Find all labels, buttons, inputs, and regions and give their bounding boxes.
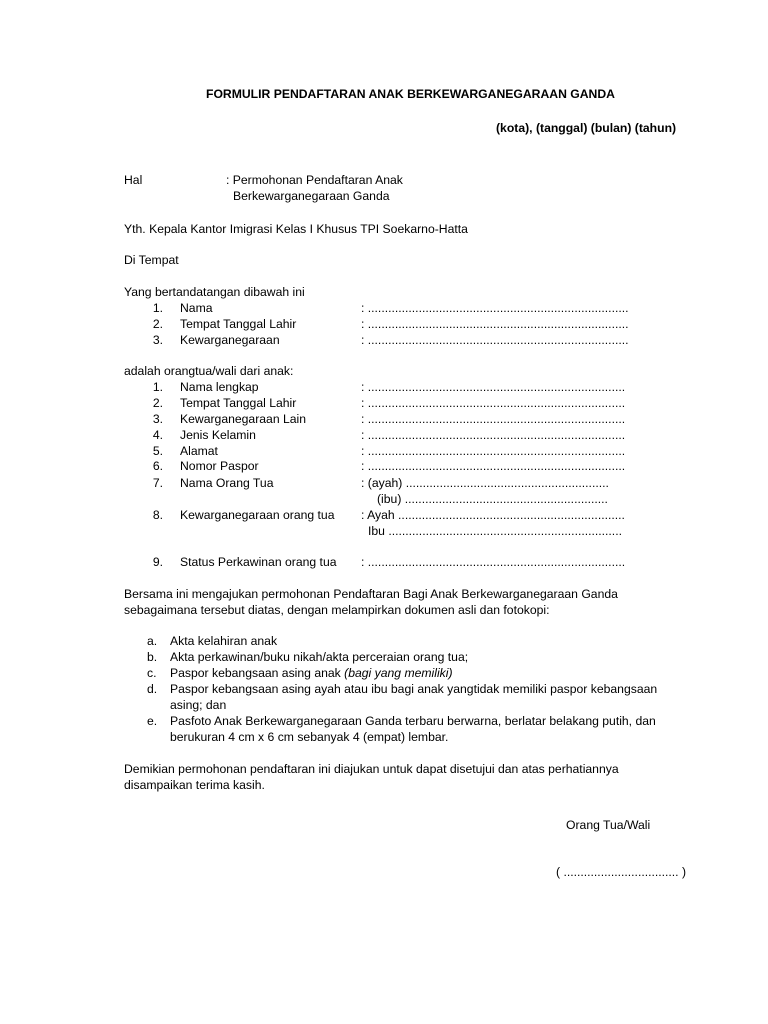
field-label: Nama lengkap	[180, 380, 259, 394]
list-letter: d.	[147, 682, 158, 696]
field-value: : ............................................................................	[361, 412, 626, 426]
list-text: Akta perkawinan/buku nikah/akta perceraian orang tua;	[170, 650, 469, 664]
field-number: 1.	[152, 380, 163, 394]
signature-role: Orang Tua/Wali	[566, 818, 651, 832]
field-label: Nama Orang Tua	[180, 476, 274, 490]
field-value: : ............................................................................	[361, 459, 626, 473]
field-value: : ............................................................................	[361, 555, 626, 569]
field-label: Jenis Kelamin	[180, 428, 256, 442]
list-text: berukuran 4 cm x 6 cm sebanyak 4 (empat) lembar.	[170, 730, 449, 744]
field-label: Tempat Tanggal Lahir	[180, 396, 297, 410]
field-number: 7.	[152, 476, 163, 490]
field-value: (ibu) ............................................................	[377, 492, 608, 506]
field-number: 3.	[152, 333, 163, 347]
list-letter: c.	[147, 666, 157, 680]
child-intro: adalah orangtua/wali dari anak:	[124, 364, 294, 378]
field-number: 3.	[152, 412, 163, 426]
list-text-italic: (bagi yang memiliki)	[344, 666, 453, 680]
hal-value-line2: Berkewarganegaraan Ganda	[233, 189, 390, 203]
field-number: 9.	[152, 555, 163, 569]
paragraph-line: Bersama ini mengajukan permohonan Pendaftaran Bagi Anak Berkewarganegaraan Ganda	[124, 587, 618, 601]
list-letter: b.	[147, 650, 158, 664]
place-date: (kota), (tanggal) (bulan) (tahun)	[496, 121, 677, 135]
signer-intro: Yang bertandatangan dibawah ini	[124, 285, 305, 299]
field-label: Kewarganegaraan	[180, 333, 280, 347]
list-text: Paspor kebangsaan asing ayah atau ibu bagi anak yangtidak memiliki paspor kebangsaan	[170, 682, 658, 696]
field-value: : .............................................................................	[361, 333, 629, 347]
list-text: asing; dan	[170, 698, 227, 712]
field-label: Alamat	[180, 444, 218, 458]
hal-value-line1: : Permohonan Pendaftaran Anak	[226, 173, 403, 187]
field-label: Tempat Tanggal Lahir	[180, 317, 297, 331]
field-number: 8.	[152, 508, 163, 522]
closing-line: disampaikan terima kasih.	[124, 778, 265, 792]
field-value: : .............................................................................	[361, 317, 629, 331]
field-number: 1.	[152, 301, 163, 315]
field-number: 2.	[152, 396, 163, 410]
field-label: Nama	[180, 301, 213, 315]
field-number: 5.	[152, 444, 163, 458]
field-label: Nomor Paspor	[180, 459, 259, 473]
hal-label: Hal	[124, 173, 143, 187]
field-number: 2.	[152, 317, 163, 331]
list-letter: a.	[147, 634, 158, 648]
di-tempat: Di Tempat	[124, 253, 179, 267]
list-text: Akta kelahiran anak	[170, 634, 278, 648]
list-text	[170, 666, 453, 681]
field-value: : Ayah ...................................................................	[361, 508, 625, 522]
recipient: Yth. Kepala Kantor Imigrasi Kelas I Khusus TPI Soekarno-Hatta	[124, 222, 468, 236]
closing-line: Demikian permohonan pendaftaran ini diajukan untuk dapat disetujui dan atas perhatiannya	[124, 762, 619, 776]
field-value: Ibu .....................................................................	[368, 524, 622, 538]
list-text: Pasfoto Anak Berkewarganegaraan Ganda terbaru berwarna, berlatar belakang putih, dan	[170, 714, 656, 728]
field-label: Kewarganegaraan orang tua	[180, 508, 335, 522]
field-label: Kewarganegaraan Lain	[180, 412, 307, 426]
field-number: 6.	[152, 459, 163, 473]
signature-line: ( .................................. )	[556, 865, 687, 879]
field-value: : ............................................................................	[361, 444, 626, 458]
form-title: FORMULIR PENDAFTARAN ANAK BERKEWARGANEGARAAN GANDA	[206, 87, 615, 101]
field-number: 4.	[152, 428, 163, 442]
field-value: : ............................................................................	[361, 428, 626, 442]
field-label: Status Perkawinan orang tua	[180, 555, 337, 569]
field-value: : .............................................................................	[361, 301, 629, 315]
list-text-regular: Paspor kebangsaan asing anak	[170, 666, 345, 680]
paragraph-line: sebagaimana tersebut diatas, dengan melampirkan dokumen asli dan fotokopi:	[124, 603, 550, 617]
field-value: : ............................................................................	[361, 396, 626, 410]
field-value: : (ayah) ............................................................	[361, 476, 609, 490]
list-letter: e.	[147, 714, 158, 728]
field-value: : ............................................................................	[361, 380, 626, 394]
